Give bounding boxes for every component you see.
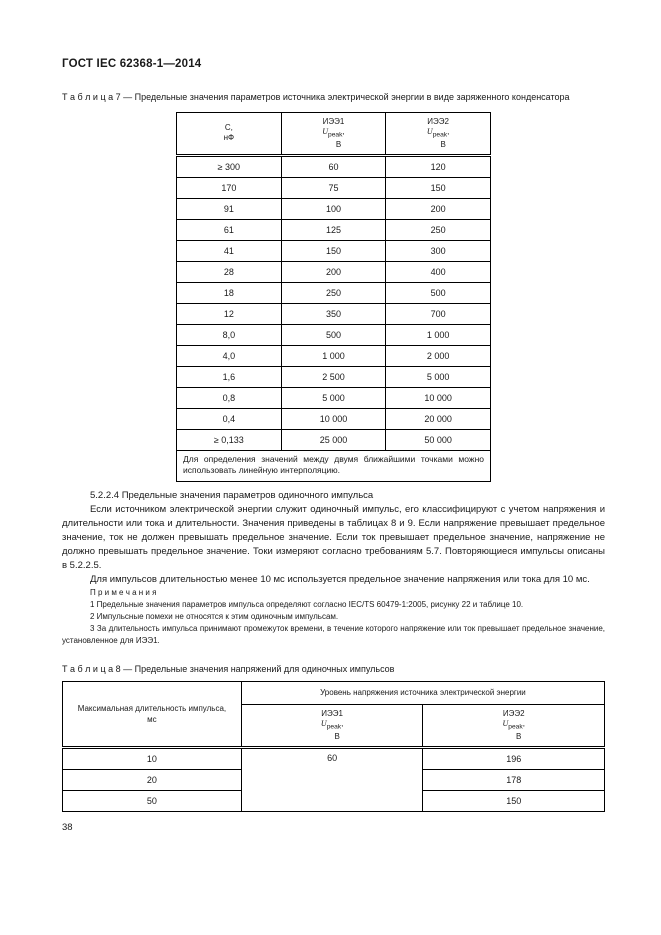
table-row [177,409,491,430]
cell: 4,0 [177,346,282,367]
cell: 400 [386,262,491,283]
unit-label: В [335,140,342,150]
cell: 178 [423,770,605,791]
cell: 75 [281,178,386,199]
cell: 91 [177,199,282,220]
section-5-2-2-4 [62,489,605,587]
page-number: 38 [62,822,73,834]
table-row [177,156,491,178]
cell: 10 000 [281,409,386,430]
u-peak-symbol: $U_{peak}$, [322,126,345,139]
table7-footnote-row [177,451,491,482]
table8-header-row-1 [63,681,605,704]
cell: 0,8 [177,388,282,409]
u-peak-symbol: $U_{peak}$, [320,718,344,731]
cell: 60 [281,156,386,178]
note-item: 1 Предельные значения параметров импульса определяют согласно IEC/TS 60479-1:2005, рисунку 22 и таблице 10. [90,600,524,610]
cell: 2 500 [281,367,386,388]
table7-col-header-iee2 [386,112,491,156]
cell: 28 [177,262,282,283]
table-row [177,325,491,346]
cell: 170 [177,178,282,199]
cell: 10 000 [386,388,491,409]
table-row [177,199,491,220]
cell: 150 [423,791,605,812]
cell: 250 [281,283,386,304]
cell: 50 [63,791,242,812]
cell: 60 [241,748,423,812]
cell: 120 [386,156,491,178]
u-peak-symbol: $U_{peak}$, [502,718,525,731]
cell: 350 [281,304,386,325]
cell: 196 [423,748,605,770]
table7-body [177,156,491,451]
table7-col-header-capacitance [177,112,282,156]
cell: 150 [281,241,386,262]
cell: 125 [281,220,386,241]
table8 [62,681,605,813]
cell: 0,4 [177,409,282,430]
section-heading: 5.2.2.4 Предельные значения параметров одиночного импульса [90,490,374,502]
table8-caption: Т а б л и ц а 8 — Предельные значения напряжений для одиночных импульсов [62,664,395,675]
cell: 18 [177,283,282,304]
unit-label: В [516,732,522,742]
header-line: ИЭЭ1 [321,708,343,718]
header-line: ИЭЭ2 [502,708,525,718]
cell: ≥ 0,133 [177,430,282,451]
cell: 20 [63,770,242,791]
cell: 100 [281,199,386,220]
cell: 12 [177,304,282,325]
table7 [176,112,491,483]
note-item: 2 Импульсные помехи не относятся к этим одиночным импульсам. [90,612,339,622]
header-line: ИЭЭ2 [427,116,449,126]
cell: 20 000 [386,409,491,430]
cell: 700 [386,304,491,325]
u-peak-symbol: $U_{peak}$, [426,126,450,139]
table7-caption: Т а б л и ц а 7 — Предельные значения параметров источника электрической энергии в виде заряженного конденсатора [62,92,570,102]
cell: 5 000 [281,388,386,409]
document-header: ГОСТ IEC 62368-1—2014 [62,58,202,70]
table-row [177,220,491,241]
note-item: 3 За длительность импульса принимают промежуток времени, в течение которого напряжение или ток превышает предельное значение, установленное для ИЭЭ1. [62,624,605,646]
table8-col-header-iee1 [241,704,423,748]
cell: 500 [281,325,386,346]
table8-col-header-iee2 [423,704,605,748]
table-row [177,388,491,409]
unit-label: В [440,140,446,150]
cell: ≥ 300 [177,156,282,178]
table7-header-row [177,112,491,156]
cell: 250 [386,220,491,241]
cell: 500 [386,283,491,304]
table8-span-header: Уровень напряжения источника электрической энергии [241,681,604,704]
table-row [177,367,491,388]
cell: 5 000 [386,367,491,388]
cell: 1 000 [281,346,386,367]
notes-label: П р и м е ч а н и я [90,588,157,598]
header-line: ИЭЭ1 [322,116,345,126]
notes-block [62,587,605,647]
cell: 1 000 [386,325,491,346]
cell: 25 000 [281,430,386,451]
table7-footnote: Для определения значений между двумя ближайшими точками можно использовать линейную интерполяцию. [177,451,491,482]
unit-label: В [334,732,340,742]
table-row [177,283,491,304]
table-row [63,748,605,770]
table-row [177,304,491,325]
header-line: С, [224,123,233,133]
cell: 61 [177,220,282,241]
table-row [177,178,491,199]
table-row [177,241,491,262]
cell: 200 [281,262,386,283]
table-row [177,430,491,451]
cell: 2 000 [386,346,491,367]
table7-col-header-iee1 [281,112,386,156]
cell: 200 [386,199,491,220]
cell: 150 [386,178,491,199]
table-row [177,262,491,283]
table8-col-header-duration: Максимальная длительность импульса, мс [63,681,242,748]
cell: 1,6 [177,367,282,388]
cell: 10 [63,748,242,770]
table-row [177,346,491,367]
cell: 41 [177,241,282,262]
cell: 8,0 [177,325,282,346]
paragraph: Если источником электрической энергии служит одиночный импульс, его классифицируют с учетом напряжения и длительности или тока и длительности. Значения приведены в таблицах 8 и 9. Если напряжение превышает предельное значение, ток не должен превышать предельное значение. Если ток превышает предельное значение, напряжение не должно превышать предельное значение. Токи измеряют согласно требованиям 5.7. Повторяющиеся импульсы описаны в 5.2.2.5. [62,504,605,572]
paragraph: Для импульсов длительностью менее 10 мс используется предельное значение напряжения или тока для 10 мс. [90,574,590,586]
header-line: нФ [223,133,235,143]
cell: 50 000 [386,430,491,451]
cell: 300 [386,241,491,262]
